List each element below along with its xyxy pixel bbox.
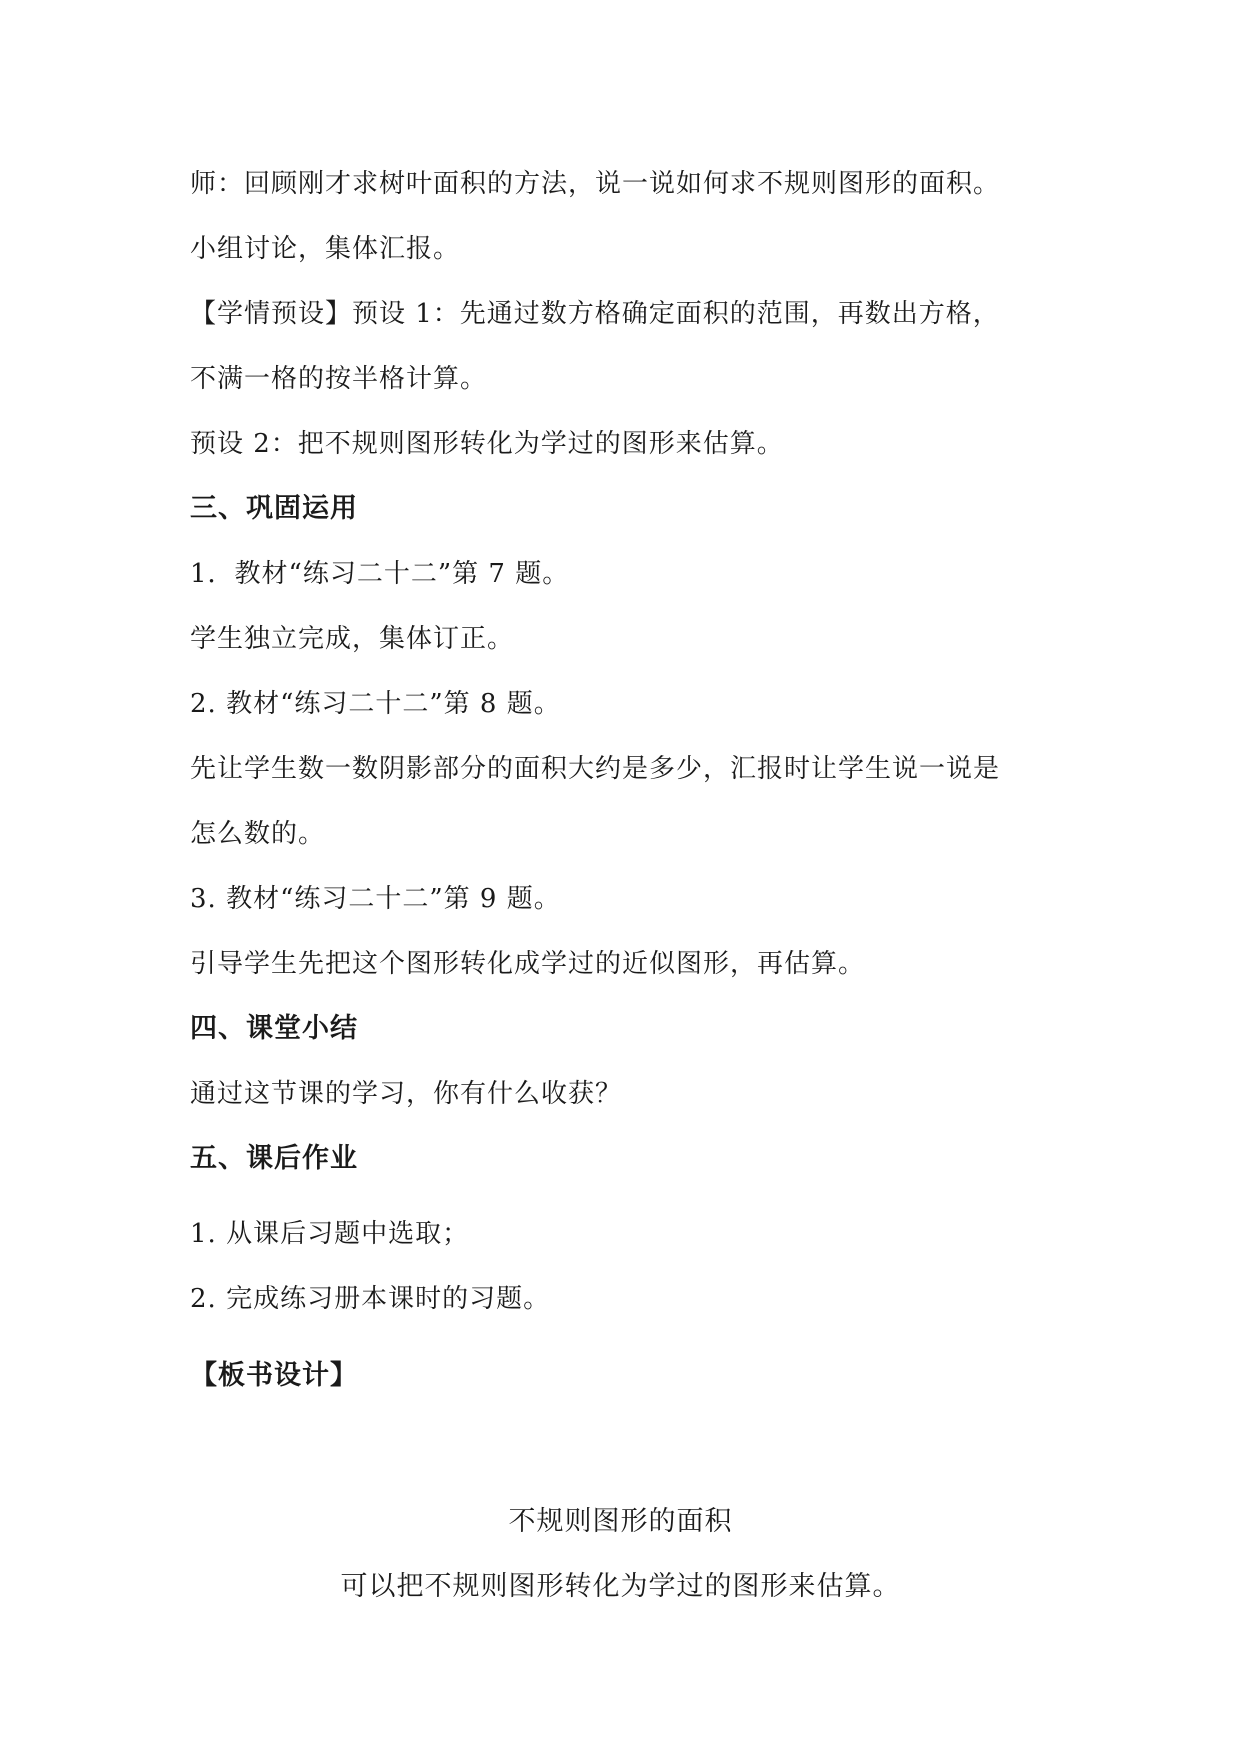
paragraph-line: 先让学生数一数阴影部分的面积大约是多少，汇报时让学生说一说是: [190, 754, 1001, 784]
list-item: 1. 从课后习题中选取；: [190, 1219, 470, 1249]
board-title: 不规则图形的面积: [508, 1506, 733, 1537]
paragraph-line: 师：回顾刚才求树叶面积的方法，说一说如何求不规则图形的面积。: [190, 169, 1001, 199]
board-content: 可以把不规则图形转化为学过的图形来估算。: [340, 1571, 901, 1602]
section-heading: 三、巩固运用: [190, 493, 358, 524]
paragraph-line: 引导学生先把这个图形转化成学过的近似图形，再估算。: [190, 949, 866, 979]
section-heading: 五、课后作业: [190, 1143, 358, 1174]
paragraph-line: 3. 教材“练习二十二”第 9 题。: [190, 884, 561, 914]
paragraph-line: 1．教材“练习二十二”第 7 题。: [190, 559, 570, 589]
paragraph-line: 通过这节课的学习，你有什么收获？: [190, 1079, 623, 1109]
paragraph-line: 不满一格的按半格计算。: [190, 364, 488, 394]
paragraph-line: 预设 2：把不规则图形转化为学过的图形来估算。: [190, 429, 784, 459]
paragraph-line: 小组讨论，集体汇报。: [190, 234, 461, 264]
paragraph-line: 怎么数的。: [190, 819, 326, 849]
section-heading: 四、课堂小结: [190, 1013, 358, 1044]
list-item: 2. 完成练习册本课时的习题。: [190, 1284, 551, 1314]
board-design-heading: 【板书设计】: [190, 1360, 358, 1391]
paragraph-line: 2. 教材“练习二十二”第 8 题。: [190, 689, 561, 719]
paragraph-line: 【学情预设】预设 1：先通过数方格确定面积的范围，再数出方格，: [190, 299, 1000, 329]
paragraph-line: 学生独立完成，集体订正。: [190, 624, 515, 654]
